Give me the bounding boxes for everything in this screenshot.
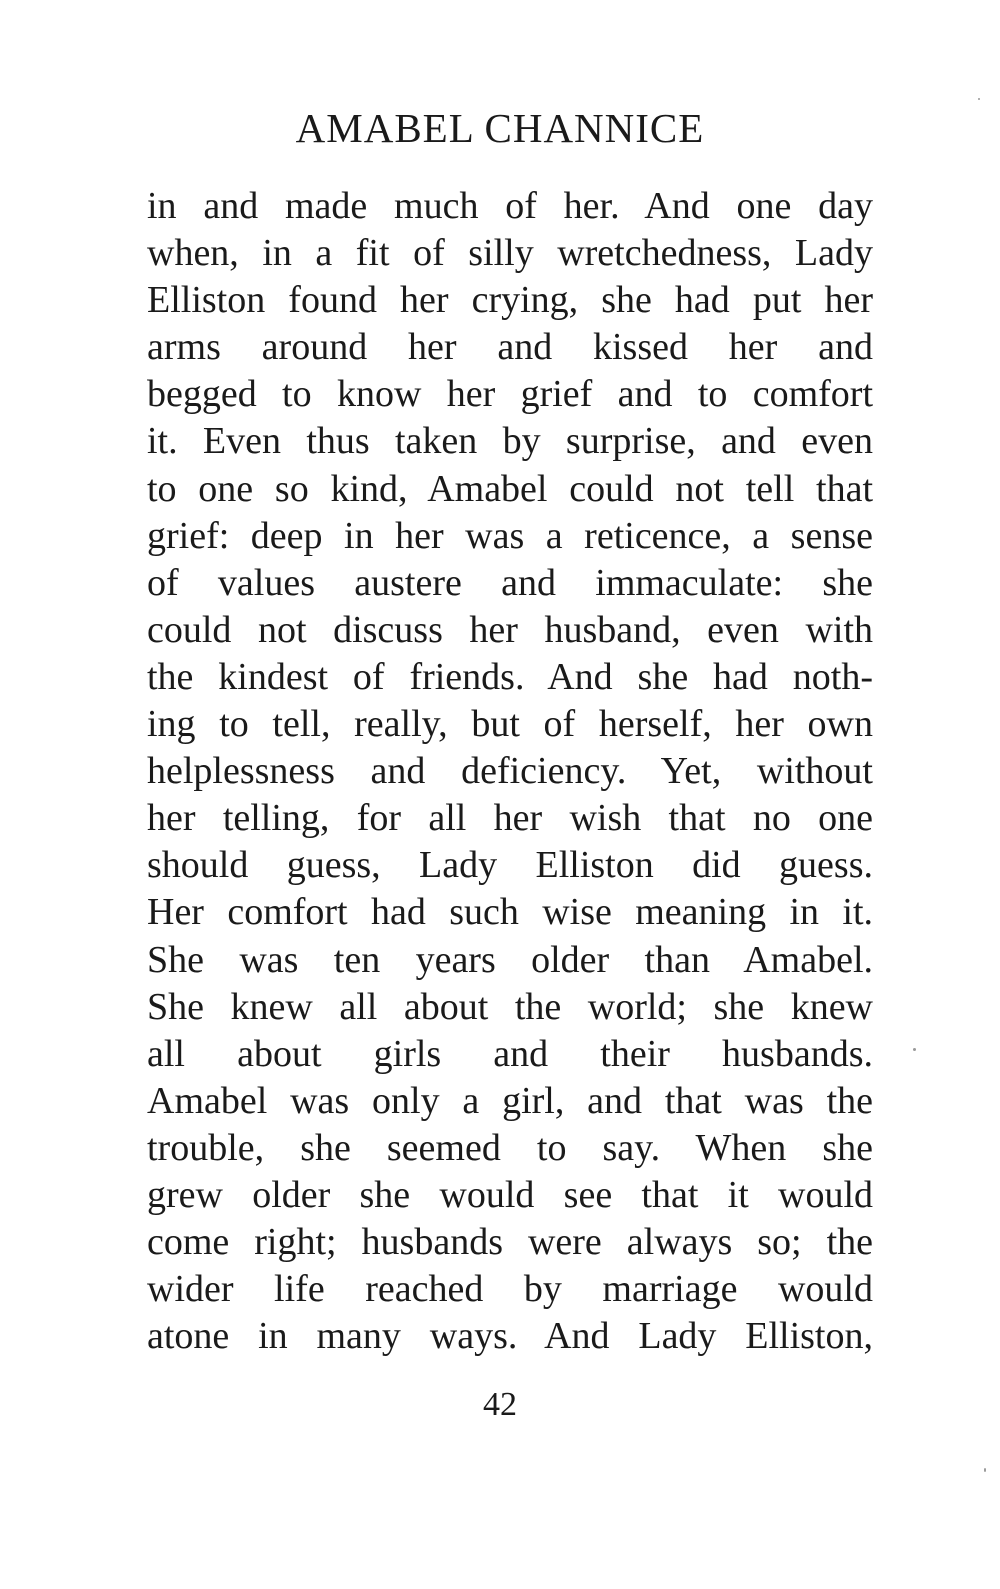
scan-speck [913, 1048, 916, 1051]
text-line: Her comfort had such wise meaning in it. [147, 891, 873, 934]
text-line: all about girls and their husbands. [147, 1032, 873, 1075]
text-line: begged to know her grief and to comfort [147, 373, 873, 416]
page-number: 42 [483, 1386, 517, 1423]
text-line: ing to tell, really, but of herself, her own [147, 703, 873, 746]
text-line: She was ten years older than Amabel. [147, 938, 873, 981]
text-line: come right; husbands were always so; the [147, 1221, 873, 1264]
text-line: arms around her and kissed her and [147, 326, 873, 369]
body-text [147, 183, 873, 1360]
text-line: to one so kind, Amabel could not tell that [147, 467, 873, 510]
text-line: when, in a fit of silly wretchedness, Lady [147, 232, 873, 275]
text-line: grief: deep in her was a reticence, a sense [147, 514, 873, 557]
text-line: of values austere and immaculate: she [147, 561, 873, 604]
scan-speck [978, 98, 980, 100]
text-line: her telling, for all her wish that no one [147, 797, 873, 840]
text-line: should guess, Lady Elliston did guess. [147, 844, 873, 887]
text-line: wider life reached by marriage would [147, 1268, 873, 1311]
text-line: Elliston found her crying, she had put her [147, 279, 873, 322]
text-line: grew older she would see that it would [147, 1173, 873, 1216]
text-line: atone in many ways. And Lady Elliston, [147, 1315, 873, 1358]
text-line: the kindest of friends. And she had noth- [147, 655, 873, 698]
text-line: could not discuss her husband, even with [147, 608, 873, 651]
text-line: trouble, she seemed to say. When she [147, 1126, 873, 1169]
text-line: Amabel was only a girl, and that was the [147, 1079, 873, 1122]
running-head: AMABEL CHANNICE [295, 105, 705, 151]
text-line: She knew all about the world; she knew [147, 985, 873, 1028]
scan-speck [984, 1468, 986, 1472]
text-line: in and made much of her. And one day [147, 185, 873, 227]
text-line: helplessness and deficiency. Yet, without [147, 750, 873, 793]
text-line: it. Even thus taken by surprise, and even [147, 420, 873, 463]
